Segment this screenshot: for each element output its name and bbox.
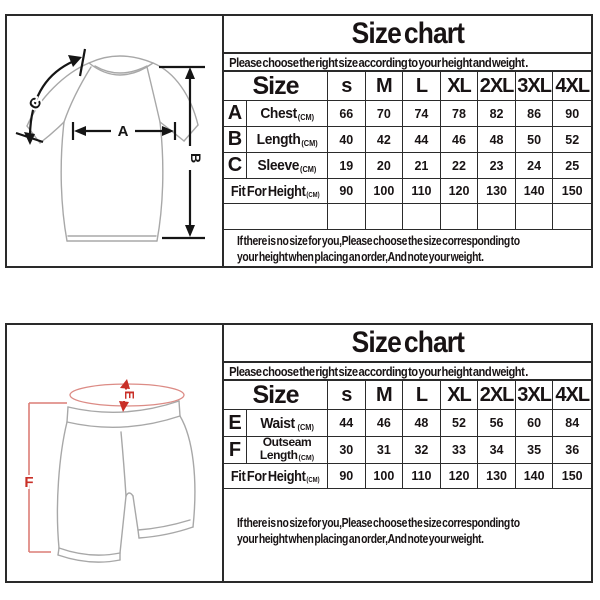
value-cell: 35 (516, 437, 554, 463)
value-cell: 110 (403, 179, 441, 203)
empty-cell (224, 204, 328, 229)
col-header-m: M (366, 72, 404, 100)
value-cell: 120 (441, 464, 479, 488)
measure-line-f (29, 403, 67, 552)
value-cell: 90 (328, 464, 366, 488)
row-label-outseam: Outseam Length(CM) (247, 437, 328, 463)
col-header-3xl: 3XL (516, 72, 554, 100)
size-chart-subtitle: Please choose the right size according to your height and weight . (229, 54, 528, 70)
shirt-size-table (224, 16, 591, 266)
table-row-fit-height (224, 464, 591, 489)
value-cell: 140 (516, 179, 554, 203)
col-header-s: s (328, 381, 366, 409)
size-header-cell: Size (224, 72, 328, 100)
value-cell: 140 (516, 464, 554, 488)
table-header-row (224, 72, 591, 101)
table-row-fit-height (224, 179, 591, 204)
size-chart-title-row (224, 16, 591, 54)
note-line-1: If there is no size for you,Please choose the size corresponding to (237, 233, 520, 248)
value-cell: 52 (565, 132, 580, 147)
table-row-chest (224, 101, 591, 127)
value-cell: 44 (403, 127, 441, 152)
value-cell: 74 (403, 101, 441, 126)
col-header-xl: XL (441, 381, 479, 409)
value-cell: 120 (441, 179, 479, 203)
value-cell: 100 (366, 464, 404, 488)
table-row-sleeve (224, 153, 591, 179)
size-chart-subtitle-row (224, 54, 591, 72)
col-header-xl: XL (441, 72, 479, 100)
value-cell: 25 (565, 158, 580, 173)
row-letter-a: A (224, 101, 247, 126)
size-chart-subtitle-row (224, 363, 591, 381)
label-c: C (25, 94, 46, 114)
shorts-outline (57, 401, 194, 562)
value-cell: 48 (403, 410, 441, 436)
label-a: A (117, 123, 129, 140)
value-cell: 19 (328, 153, 366, 178)
table-row-empty (224, 204, 591, 230)
size-chart-title-row (224, 325, 591, 363)
value-cell: 31 (366, 437, 404, 463)
value-cell: 40 (328, 127, 366, 152)
shirt-diagram-cell (7, 16, 224, 266)
empty-cell (516, 204, 554, 229)
row-label-waist: Waist (CM) (247, 410, 328, 436)
value-cell: 84 (565, 416, 580, 430)
row-letter-e: E (224, 410, 247, 436)
row-letter-f: F (224, 437, 247, 463)
shorts-measurement-diagram (7, 325, 222, 581)
shorts-size-chart-panel (5, 323, 593, 583)
shorts-diagram-cell (7, 325, 224, 581)
value-cell: 66 (328, 101, 366, 126)
empty-cell (403, 204, 441, 229)
row-label-chest: Chest(CM) (247, 101, 328, 126)
col-header-4xl: 4XL (555, 74, 590, 97)
col-header-s: s (328, 72, 366, 100)
col-header-2xl: 2XL (478, 381, 516, 409)
value-cell: 150 (561, 469, 583, 483)
value-cell: 46 (366, 410, 404, 436)
value-cell: 100 (366, 179, 404, 203)
value-cell: 22 (441, 153, 479, 178)
value-cell: 150 (561, 184, 583, 198)
table-row-waist (224, 410, 591, 437)
value-cell: 44 (328, 410, 366, 436)
label-f: F (24, 474, 34, 491)
empty-cell (553, 204, 591, 229)
empty-cell (366, 204, 404, 229)
table-header-row (224, 381, 591, 410)
value-cell: 20 (366, 153, 404, 178)
col-header-l: L (403, 72, 441, 100)
size-note (224, 230, 591, 266)
size-chart-subtitle: Please choose the right size according to your height and weight . (229, 363, 528, 379)
table-row-outseam (224, 437, 591, 464)
value-cell: 33 (441, 437, 479, 463)
value-cell: 90 (328, 179, 366, 203)
shorts-size-table (224, 325, 591, 581)
label-b: B (188, 152, 204, 164)
size-header-cell: Size (224, 381, 328, 409)
value-cell: 90 (565, 106, 580, 121)
value-cell: 86 (516, 101, 554, 126)
value-cell: 24 (516, 153, 554, 178)
value-cell: 78 (441, 101, 479, 126)
value-cell: 52 (441, 410, 479, 436)
row-label-length: Length(CM) (247, 127, 328, 152)
value-cell: 130 (478, 179, 516, 203)
col-header-m: M (366, 381, 404, 409)
row-letter-b: B (224, 127, 247, 152)
empty-cell (441, 204, 479, 229)
shirt-outline (27, 56, 198, 241)
value-cell: 46 (441, 127, 479, 152)
value-cell: 60 (516, 410, 554, 436)
value-cell: 23 (478, 153, 516, 178)
shirt-measurement-diagram (7, 16, 222, 266)
shirt-size-chart-panel (5, 14, 593, 268)
col-header-2xl: 2XL (478, 72, 516, 100)
col-header-l: L (403, 381, 441, 409)
note-line-2: your height when placing an order,And note your weight. (237, 530, 484, 546)
empty-cell (478, 204, 516, 229)
value-cell: 56 (478, 410, 516, 436)
value-cell: 32 (403, 437, 441, 463)
value-cell: 70 (366, 101, 404, 126)
col-header-3xl: 3XL (516, 381, 554, 409)
row-letter-c: C (224, 153, 247, 178)
note-line-1: If there is no size for you,Please choose the size corresponding to (237, 515, 520, 530)
value-cell: 21 (403, 153, 441, 178)
size-chart-title: Size chart (351, 17, 464, 50)
row-label-sleeve: Sleeve(CM) (247, 153, 328, 178)
value-cell: 34 (478, 437, 516, 463)
value-cell: 42 (366, 127, 404, 152)
value-cell: 110 (403, 464, 441, 488)
size-note (224, 489, 591, 581)
value-cell: 30 (328, 437, 366, 463)
value-cell: 48 (478, 127, 516, 152)
value-cell: 130 (478, 464, 516, 488)
value-cell: 82 (478, 101, 516, 126)
col-header-4xl: 4XL (555, 383, 590, 406)
size-chart-title: Size chart (351, 326, 464, 359)
row-label-fit-height: Fit For Height(CM) (224, 464, 328, 488)
empty-cell (328, 204, 366, 229)
label-e: E (122, 390, 137, 400)
value-cell: 36 (565, 443, 580, 457)
note-line-2: your height when placing an order,And note your weight. (237, 248, 484, 264)
value-cell: 50 (516, 127, 554, 152)
table-row-length (224, 127, 591, 153)
row-label-fit-height: Fit For Height(CM) (224, 179, 328, 203)
